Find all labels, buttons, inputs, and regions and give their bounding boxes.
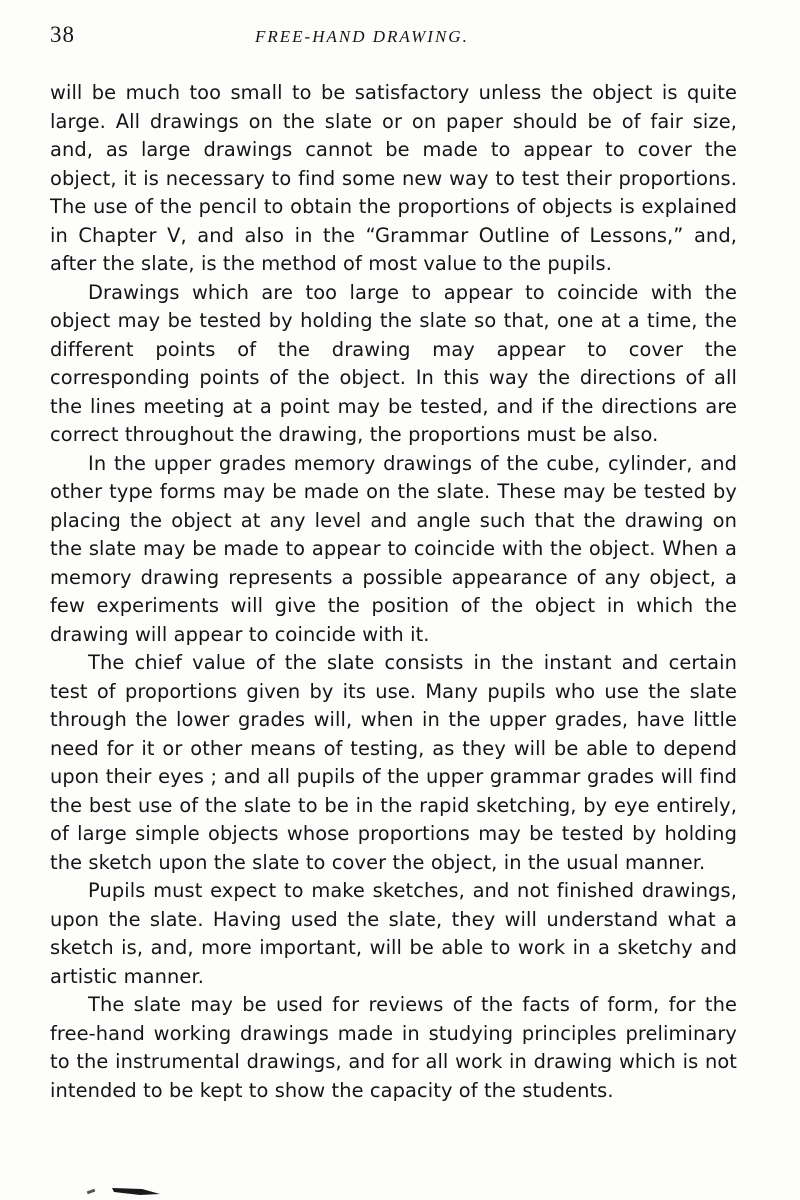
paragraph: In the upper grades memory drawings of the cube, cylinder, and other type forms may be made on the slate. These may be tested by placing the object at any level and angle such that the drawing on the slate may be made to appear to coincide with the object. When a memory drawing represents a possible appearance of any object, a few experiments will give the position of the object in which the drawing will appear to coincide with it. — [50, 451, 737, 646]
page-number: 38 — [50, 22, 75, 47]
paragraph: Drawings which are too large to appear to coincide with the object may be tested by holding the slate so that, one at a time, the different points of the drawing may appear to cover the corresponding points of the object. In this way the directions of all the lines meeting at a point may be tested, and if the directions are correct throughout the drawing, the proportions must be also. — [50, 280, 737, 446]
page-header — [50, 22, 740, 58]
body-text — [50, 79, 737, 1105]
running-title: FREE-HAND DRAWING. — [255, 27, 469, 46]
paragraph: Pupils must expect to make sketches, and not finished drawings, upon the slate. Having used the slate, they will understand what a sketch is, and, more important, will be able to work in a sketchy and artistic manner. — [50, 879, 737, 988]
paragraph: The slate may be used for reviews of the facts of form, for the free-hand working drawings made in studying principles preliminary to the instrumental drawings, and for all work in drawing which is not intended to be kept to show the capacity of the students. — [50, 993, 737, 1102]
scan-mark — [87, 1189, 96, 1195]
paragraph-continued: will be much too small to be satisfactory unless the object is quite large. All drawings on the slate or on paper should be of fair size, and, as large drawings cannot be made to appear to cover the object, it is necessary to find some new way to test their proportions. The use of the pencil to obtain the proportions of objects is explained in Chapter V, and also in the “Grammar Outline of Lessons,” and, after the slate, is the method of most value to the pupils. — [50, 81, 737, 275]
ink-smudge — [112, 1186, 160, 1196]
paragraph: The chief value of the slate consists in the instant and certain test of proportions given by its use. Many pupils who use the slate through the lower grades will, when in the upper grades, have little need for it or other means of testing, as they will be able to depend upon their eyes ; and all pupils of the upper grammar grades will find the best use of the slate to be in the rapid sketching, by eye entirely, of large simple objects whose proportions may be tested by holding the sketch upon the slate to cover the object, in the usual manner. — [50, 651, 737, 874]
